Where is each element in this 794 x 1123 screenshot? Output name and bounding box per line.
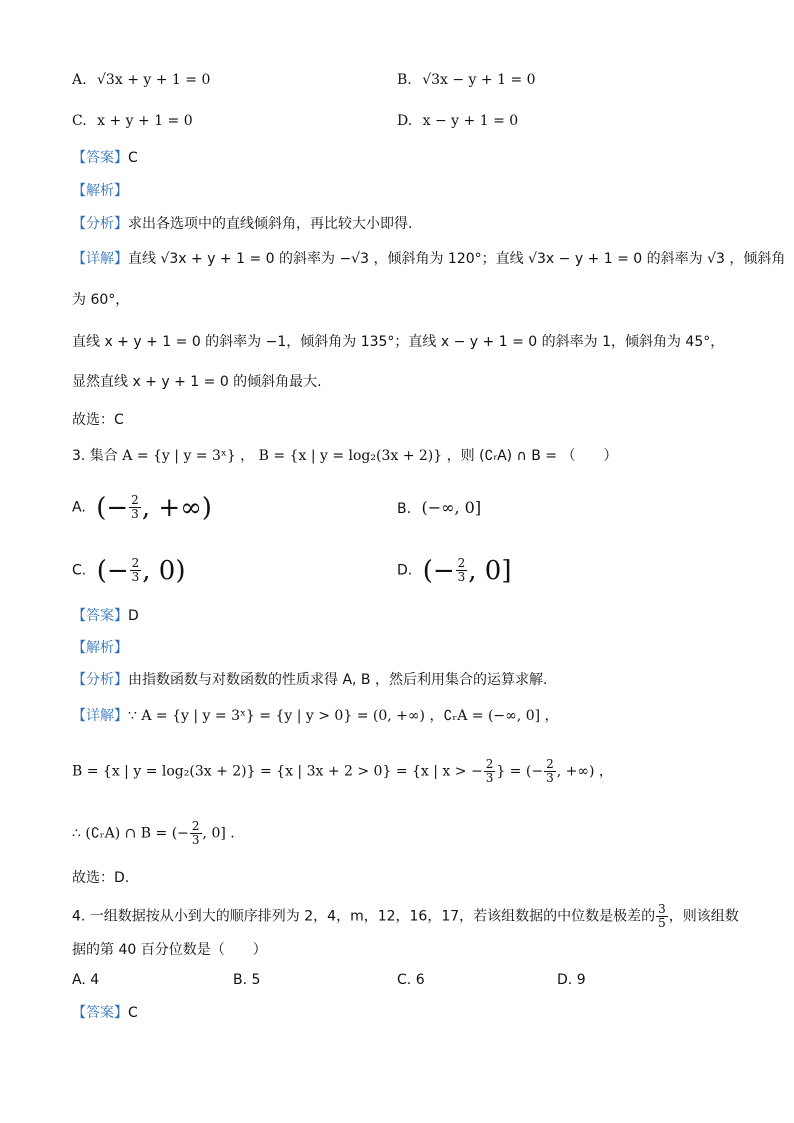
option-label: C. bbox=[72, 113, 87, 129]
detail-text: 直线 √3x + y + 1 = 0 的斜率为 −√3 ，倾斜角为 120°；直线 √3x − y + 1 = 0 的斜率为 √3 ，倾斜角 bbox=[128, 251, 786, 267]
option-text: 9 bbox=[576, 972, 586, 988]
numerator: 2 bbox=[485, 757, 494, 771]
option-label: A. bbox=[72, 72, 87, 88]
set-a: A = {y | y = 3ˣ} bbox=[122, 448, 236, 464]
option-label: D. bbox=[557, 972, 573, 988]
fraction bbox=[484, 758, 496, 785]
option-label: D. bbox=[397, 113, 413, 129]
option-text bbox=[422, 555, 512, 586]
q3-detail-3 bbox=[72, 820, 235, 847]
numerator: 2 bbox=[191, 819, 200, 833]
answer-tag: 【答案】 bbox=[72, 150, 128, 166]
option-label: B. bbox=[397, 72, 412, 88]
q3-stem bbox=[72, 446, 618, 466]
q4-answer bbox=[72, 1003, 138, 1023]
stem-prefix: 4. 一组数据按从小到大的顺序排列为 2，4，m，12，16，17，若该组数据的中位数是极差的 bbox=[72, 908, 656, 925]
q2-detail-3: 直线 x + y + 1 = 0 的斜率为 −1，倾斜角为 135°；直线 x − y + 1 = 0 的斜率为 1，倾斜角为 45°， bbox=[72, 334, 725, 350]
denominator: 3 bbox=[131, 570, 140, 584]
xiangjie-tag: 【详解】 bbox=[72, 251, 128, 267]
q2-detail-2: 为 60°， bbox=[72, 292, 130, 308]
q4-option-d bbox=[557, 972, 586, 988]
option-label: A. bbox=[72, 499, 86, 516]
denominator: 3 bbox=[457, 570, 466, 584]
q2-analysis-tag: 【解析】 bbox=[72, 183, 128, 199]
detail-middle: } = (− bbox=[496, 763, 544, 780]
q2-detail-4: 显然直线 x + y + 1 = 0 的倾斜角最大. bbox=[72, 374, 322, 390]
fraction bbox=[130, 557, 142, 584]
fraction bbox=[544, 758, 556, 785]
q2-fenxi bbox=[72, 214, 412, 234]
option-text: √3x − y + 1 = 0 bbox=[422, 72, 536, 88]
set-b: B = {x | y = log₂(3x + 2)} bbox=[258, 448, 443, 464]
option-text: 4 bbox=[90, 972, 100, 988]
stem-separator: ， bbox=[235, 448, 259, 464]
fraction bbox=[190, 820, 202, 847]
fenxi-text: 由指数函数与对数函数的性质求得 A, B ，然后利用集合的运算求解. bbox=[128, 672, 548, 688]
q4-stem-1 bbox=[72, 903, 739, 930]
answer-value: D bbox=[128, 608, 139, 624]
option-suffix: , +∞) bbox=[141, 492, 212, 523]
detail-prefix: ∴ (∁ᵣA) ∩ B = (− bbox=[72, 825, 189, 842]
answer-value: C bbox=[128, 150, 138, 166]
q3-option-d bbox=[397, 557, 511, 584]
q3-answer bbox=[72, 606, 139, 626]
numerator: 2 bbox=[131, 556, 140, 570]
q3-detail-1 bbox=[72, 706, 559, 726]
stem-suffix: ，则 (∁ᵣA) ∩ B = （ ） bbox=[442, 448, 618, 464]
fraction bbox=[656, 903, 668, 930]
denominator: 3 bbox=[485, 771, 494, 785]
q3-option-a bbox=[72, 494, 212, 521]
numerator: 2 bbox=[457, 556, 466, 570]
option-text: x − y + 1 = 0 bbox=[422, 113, 519, 129]
xiangjie-tag: 【详解】 bbox=[72, 708, 128, 724]
q3-fenxi bbox=[72, 670, 547, 690]
option-suffix: , 0) bbox=[142, 555, 186, 586]
q4-stem-2: 据的第 40 百分位数是（ ） bbox=[72, 942, 267, 958]
q3-analysis-tag: 【解析】 bbox=[72, 640, 128, 656]
option-label: C. bbox=[397, 972, 412, 988]
option-text: 6 bbox=[415, 972, 425, 988]
option-label: B. bbox=[233, 972, 248, 988]
q2-option-a bbox=[72, 72, 210, 88]
option-label: C. bbox=[72, 562, 87, 579]
q4-option-c bbox=[397, 972, 425, 988]
q3-conclusion: 故选：D. bbox=[72, 870, 130, 886]
option-prefix: (− bbox=[96, 492, 129, 523]
answer-tag: 【答案】 bbox=[72, 1005, 128, 1021]
q3-option-b bbox=[397, 498, 481, 517]
detail-suffix: , +∞) ， bbox=[556, 763, 613, 780]
q3-detail-2 bbox=[72, 758, 613, 785]
denominator: 3 bbox=[546, 771, 554, 785]
option-label: A. bbox=[72, 972, 86, 988]
option-text: (−∞, 0] bbox=[421, 498, 482, 517]
option-text: 5 bbox=[251, 972, 261, 988]
option-label: D. bbox=[397, 562, 413, 579]
q3-option-c bbox=[72, 557, 185, 584]
detail-suffix: , 0] . bbox=[202, 825, 235, 842]
answer-tag: 【答案】 bbox=[72, 608, 128, 624]
answer-value: C bbox=[128, 1005, 138, 1021]
q2-conclusion: 故选：C bbox=[72, 412, 124, 428]
fraction bbox=[129, 494, 141, 521]
option-prefix: (− bbox=[96, 555, 129, 586]
fenxi-text: 求出各选项中的直线倾斜角，再比较大小即得. bbox=[128, 216, 413, 232]
fenxi-tag: 【分析】 bbox=[72, 672, 128, 688]
detail-text: ∵ A = {y | y = 3ˣ} = {y | y > 0} = (0, +∞) ，∁ᵣA = (−∞, 0] ， bbox=[128, 708, 559, 724]
stem-prefix: 3. 集合 bbox=[72, 448, 123, 464]
option-text: √3x + y + 1 = 0 bbox=[97, 72, 211, 88]
q2-option-b bbox=[397, 72, 536, 88]
option-label: B. bbox=[397, 501, 412, 517]
numerator: 2 bbox=[131, 493, 139, 507]
option-suffix: , 0] bbox=[468, 555, 512, 586]
denominator: 5 bbox=[658, 916, 666, 930]
option-text bbox=[96, 555, 186, 586]
q2-answer bbox=[72, 148, 138, 168]
q2-detail-1 bbox=[72, 249, 785, 269]
denominator: 3 bbox=[131, 507, 139, 521]
detail-prefix: B = {x | y = log₂(3x + 2)} = {x | 3x + 2 > 0} = {x | x > − bbox=[72, 763, 483, 780]
numerator: 2 bbox=[546, 757, 554, 771]
fraction bbox=[456, 557, 468, 584]
fenxi-tag: 【分析】 bbox=[72, 216, 128, 232]
stem-suffix: ，则该组数 bbox=[668, 908, 739, 925]
q2-option-c bbox=[72, 113, 193, 129]
numerator: 3 bbox=[658, 902, 666, 916]
q4-option-a bbox=[72, 972, 99, 988]
q4-option-b bbox=[233, 972, 260, 988]
option-prefix: (− bbox=[422, 555, 455, 586]
option-text bbox=[96, 492, 212, 523]
denominator: 3 bbox=[191, 833, 200, 847]
option-text: x + y + 1 = 0 bbox=[97, 113, 193, 129]
q2-option-d bbox=[397, 113, 518, 129]
